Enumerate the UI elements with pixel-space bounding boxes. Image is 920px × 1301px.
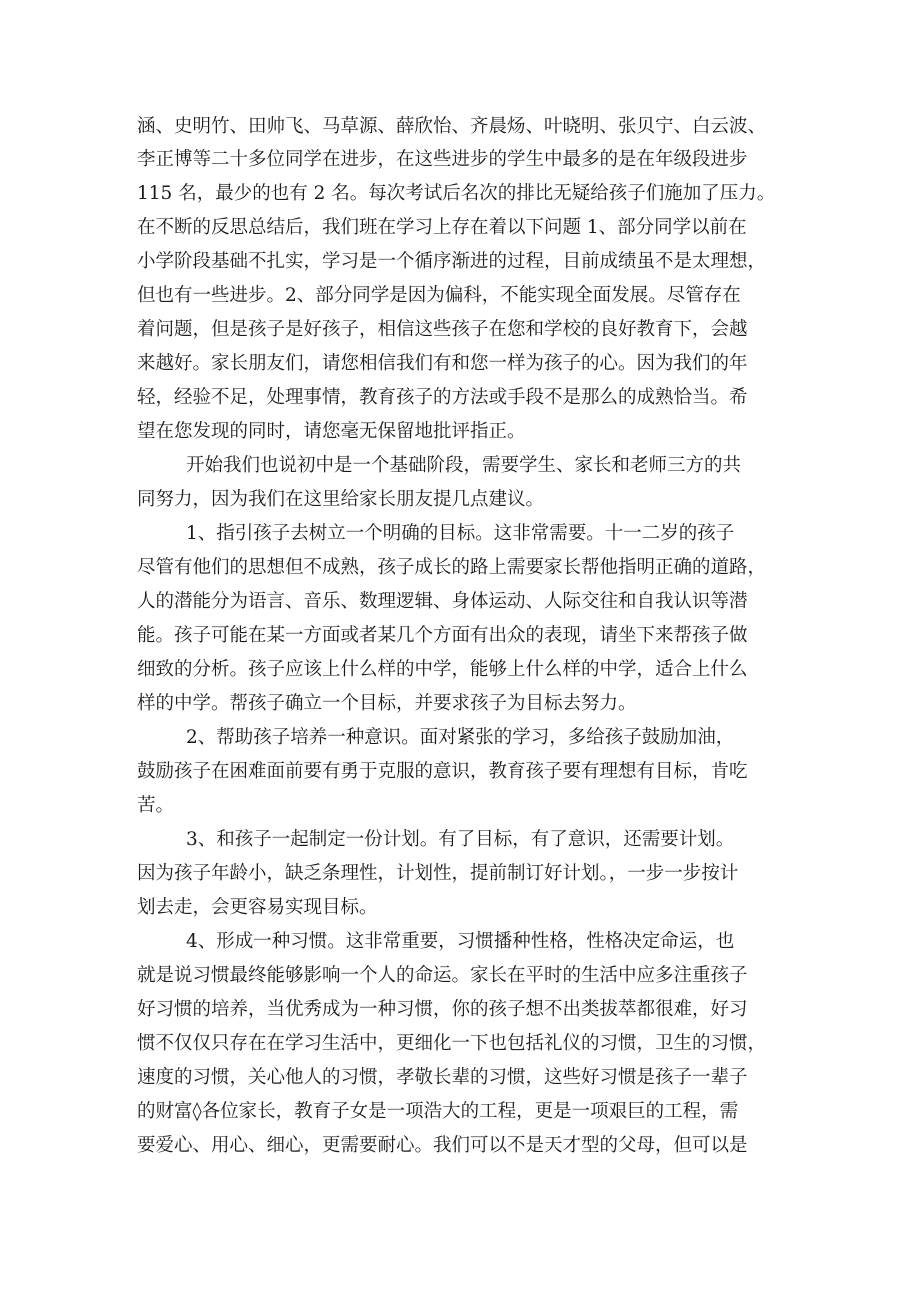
text-line: 同努力，因为我们在这里给家长朋友提几点建议。 — [137, 489, 545, 510]
text-line: 细致的分析。孩子应该上什么样的中学，能够上什么样的中学，适合上什么 — [137, 659, 748, 680]
text-line: 鼓励孩子在困难面前要有勇于克服的意识，教育孩子要有理想有目标，肯吃 — [137, 761, 748, 782]
text-line: 115 名，最少的也有 2 名。每次考试后名次的排比无疑给孩子们施加了压力。 — [137, 183, 776, 204]
text-line: 要爱心、用心、细心，更需要耐心。我们可以不是天才型的父母，但可以是 — [137, 1135, 748, 1156]
text-line: 小学阶段基础不扎实，学习是一个循序渐进的过程，目前成绩虽不是太理想， — [137, 251, 767, 272]
text-line: 但也有一些进步。2、部分同学是因为偏科，不能实现全面发展。尽管存在 — [137, 285, 741, 306]
paragraph-first-line: 1、指引孩子去树立一个明确的目标。这非常需要。十一二岁的孩子 — [186, 523, 735, 544]
paragraph-first-line: 4、形成一种习惯。这非常重要，习惯播种性格，性格决定命运，也 — [186, 931, 735, 952]
text-line: 惯不仅仅只存在在学习生活中，更细化一下也包括礼仪的习惯，卫生的习惯， — [137, 1033, 767, 1054]
text-line: 在不断的反思总结后，我们班在学习上存在着以下问题 1、部分同学以前在 — [137, 217, 747, 238]
text-line: 涵、史明竹、田帅飞、马草源、薛欣怡、齐晨炀、叶晓明、张贝宁、白云波、 — [137, 116, 767, 137]
text-line: 划去走，会更容易实现目标。 — [137, 897, 378, 918]
text-line: 李正博等二十多位同学在进步，在这些进步的学生中最多的是在年级段进步 — [137, 149, 748, 170]
text-line: 尽管有他们的思想但不成熟，孩子成长的路上需要家长帮他指明正确的道路， — [137, 557, 767, 578]
paragraph-first-line: 3、和孩子一起制定一份计划。有了目标，有了意识，还需要计划。 — [186, 829, 735, 850]
text-line: 着问题，但是孩子是好孩子，相信这些孩子在您和学校的良好教育下，会越 — [137, 319, 748, 340]
paragraph-first-line: 开始我们也说初中是一个基础阶段，需要学生、家长和老师三方的共 — [186, 455, 742, 476]
text-line: 就是说习惯最终能够影响一个人的命运。家长在平时的生活中应多注重孩子 — [137, 965, 748, 986]
text-line: 好习惯的培养，当优秀成为一种习惯，你的孩子想不出类拔萃都很难，好习 — [137, 999, 748, 1020]
text-line: 望在您发现的同时，请您毫无保留地批评指正。 — [137, 421, 526, 442]
text-line: 速度的习惯，关心他人的习惯，孝敬长辈的习惯，这些好习惯是孩子一辈子 — [137, 1067, 748, 1088]
text-line: 苦。 — [137, 795, 175, 816]
text-line: 的财富◊各位家长，教育子女是一项浩大的工程，更是一项艰巨的工程，需 — [137, 1101, 739, 1122]
text-line: 因为孩子年龄小，缺乏条理性，计划性，提前制订好计划。，一步一步按计 — [137, 863, 739, 884]
text-line: 来越好。家长朋友们，请您相信我们有和您一样为孩子的心。因为我们的年 — [137, 353, 748, 374]
text-line: 人的潜能分为语言、音乐、数理逻辑、身体运动、人际交往和自我认识等潜 — [137, 591, 748, 612]
text-line: 能。孩子可能在某一方面或者某几个方面有出众的表现，请坐下来帮孩子做 — [137, 625, 748, 646]
text-line: 轻，经验不足，处理事情，教育孩子的方法或手段不是那么的成熟恰当。希 — [137, 387, 748, 408]
text-line: 样的中学。帮孩子确立一个目标，并要求孩子为目标去努力。 — [137, 693, 637, 714]
paragraph-first-line: 2、帮助孩子培养一种意识。面对紧张的学习，多给孩子鼓励加油， — [186, 727, 735, 748]
